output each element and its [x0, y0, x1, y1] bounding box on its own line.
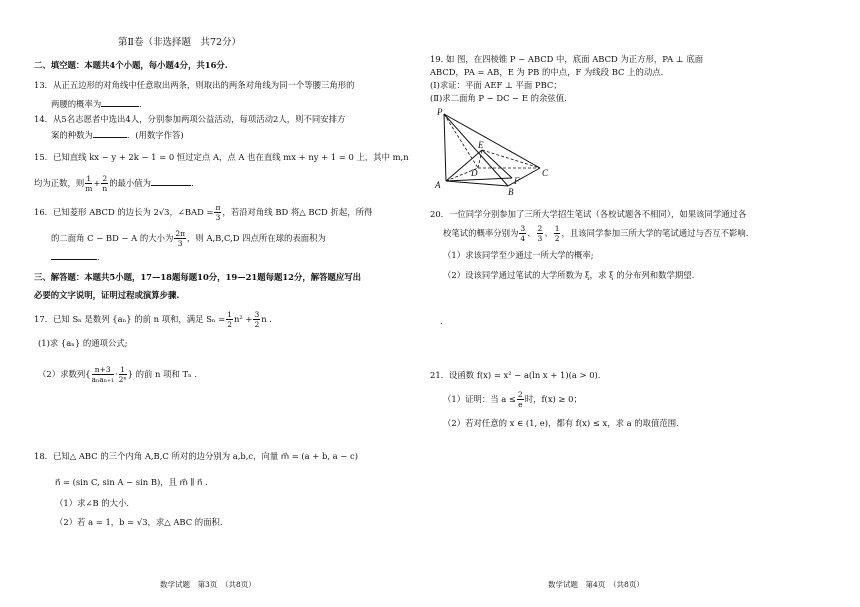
question-13-line-2: 两腰的概率为 . [51, 99, 142, 109]
label-E: E [478, 140, 484, 150]
question-20-text: 校笔试的概率分别为 [443, 228, 519, 238]
question-15-line-2: 均为正数，则 $\frac{1}{m}$ + $\frac{2}{n}$ 的最小值为 . [34, 174, 194, 193]
question-16-text-3: 的二面角 C − BD − A 的大小为 [51, 233, 174, 243]
question-18-line-1: 18．已知△ ABC 的三个内角 A,B,C 所对的边分别为 a,b,c，向量 m⃗ = (a + b, a − c) [34, 451, 358, 461]
plus-sign: + [93, 178, 101, 188]
separator-1: 、 [527, 228, 536, 238]
question-17-part-2-text-2: } 的前 n 项和 Tₙ . [127, 369, 198, 379]
label-F: F [514, 176, 520, 186]
question-19-line-1: 19. 如 图，在四棱锥 P − ABCD 中，底面 ABCD 为正方形，PA ⊥ 底面 [430, 54, 704, 64]
question-19-line-2: ABCD，PA = AB，E 为 PB 的中点，F 为线段 BC 上的动点. [430, 67, 664, 77]
fraction-one-half: $\frac{1}{2}$ [227, 310, 233, 329]
question-17-stem [34, 308, 272, 330]
question-13-text: 两腰的概率为 [51, 99, 102, 109]
stray-dot: . [440, 316, 443, 326]
question-20-line-1: 20．一位同学分别参加了三所大学招生笔试（各校试题各不相同），如果该同学通过各 [430, 209, 747, 219]
edge-BC [508, 168, 540, 186]
page-footer-right: 数学试题 第4页 （共8页） [548, 580, 644, 589]
page-footer-left: 数学试题 第3页 （共8页） [160, 580, 256, 589]
question-21-part-2: （2）若对任意的 x ∈ (1, e)，都有 f(x) ≤ x，求 a 的取值范围. [443, 418, 679, 428]
fill-in-section-header: 二、填空题：本题共4个小题，每小题4分，共16分. [34, 60, 228, 70]
question-16-text-4: ，则 A,B,C,D 四点所在球的表面积为 [187, 233, 326, 243]
question-16-text-2: ，若沿对角线 BD 将△ BCD 折起，所得 [222, 207, 373, 217]
question-17-part-2-text: （2）求数列{ [38, 369, 91, 379]
fraction-1-over-m: $\frac{1}{m}$ [85, 174, 93, 193]
question-16-line-1 [34, 201, 372, 223]
question-14-note: ．(用数字作答) [126, 130, 184, 140]
question-16-text: 16．已知菱形 ABCD 的边长为 2√3，∠BAD = [34, 207, 214, 217]
question-21-stem: 21．设函数 f(x) = x² − a(ln x + 1)(a > 0). [430, 370, 601, 380]
question-21-part-1 [443, 388, 582, 410]
question-20-part-1: （1）求该同学至少通过一所大学的概率; [443, 250, 594, 260]
fraction-2-3: $\frac{2}{3}$ [537, 224, 543, 243]
question-17-part-2 [38, 362, 197, 386]
question-18-part-1: （1）求∠B 的大小. [55, 498, 130, 508]
answer-blank-15 [151, 185, 191, 186]
question-16-line-3: . [51, 252, 100, 263]
question-19-part-2: (Ⅱ)求二面角 P − DC − E 的余弦值. [430, 93, 567, 103]
label-D: D [471, 168, 478, 178]
question-13-line-1: 13．从正五边形的对角线中任意取出两条，则取出的两条对角线为同一个等腰三角形的 [34, 80, 355, 90]
pyramid-figure [432, 106, 554, 196]
question-18-part-2: （2）若 a = 1，b = √3，求△ ABC 的面积. [55, 517, 223, 527]
label-C: C [542, 168, 549, 178]
question-15-text-2: 的最小值为 [109, 178, 152, 188]
question-20-part-2: （2）设该同学通过笔试的大学所数为 ξ，求 ξ 的分布列和数学期望. [443, 270, 695, 280]
fraction-n-plus-3: $\frac{n+3}{\text{aₙaₙ₊₁}}$ [91, 365, 114, 384]
fraction-3-4: $\frac{3}{4}$ [520, 224, 526, 243]
separator-2: 、 [544, 228, 553, 238]
question-17-text-3: n . [261, 314, 272, 324]
edge-PA [444, 114, 446, 181]
question-16-line-2 [51, 227, 326, 249]
label-A: A [435, 180, 441, 190]
label-P: P [437, 107, 443, 117]
edge-AB [446, 181, 508, 186]
fraction-one-over-2n: $\frac{1}{\text{2ⁿ}}$ [118, 365, 127, 384]
question-17-text: 17．已知 Sₙ 是数列 {aₙ} 的前 n 项和，满足 Sₙ = [34, 314, 226, 324]
question-14-line-2 [51, 130, 184, 141]
question-21-part-1-text: （1）证明：当 a ≤ [443, 394, 516, 404]
edge-EC-hidden [482, 150, 540, 168]
fraction-2pi-over-3: $\frac{2\pi}{3}$ [175, 229, 186, 248]
fraction-pi-over-3: $\frac{\pi}{3}$ [215, 203, 221, 222]
fraction-1-2: $\frac{1}{2}$ [554, 224, 560, 243]
question-15-text: 均为正数，则 [34, 178, 85, 188]
question-19-part-1: (Ⅰ)求证：平面 AEF ⊥ 平面 PBC； [430, 80, 562, 90]
solve-section-header: 三、解答题：本题共5小题，17—18题每题10分，19—21题每题12分，解答题应写出 [34, 272, 362, 282]
edge-PD-hidden [444, 114, 478, 168]
fraction-2-over-n: $\frac{2}{n}$ [102, 174, 108, 193]
solve-section-header-2: 必要的文字说明，证明过程或演算步骤. [34, 290, 180, 300]
answer-blank-13 [101, 106, 139, 107]
part-title: 第Ⅱ卷（非选择题 共72分） [118, 37, 242, 48]
answer-blank-14 [93, 137, 127, 138]
question-21-part-1-text-2: 时，f(x) ≥ 0； [524, 394, 582, 404]
question-20-line-2 [443, 222, 748, 244]
question-20-text-2: ，且该同学参加三所大学的笔试通过与否互不影响. [561, 228, 749, 238]
question-14-line-1: 14．从5名志愿者中选出4人，分别参加两项公益活动，每项活动2人，则不同安排方 [34, 114, 346, 124]
answer-blank-16 [51, 259, 97, 260]
question-15-line-1: 15．已知直线 kx − y + 2k − 1 = 0 恒过定点 A，点 A 也在直线 mx + ny + 1 = 0 上，其中 m,n [34, 152, 409, 162]
question-17-part-1: (1)求 {aₙ} 的通项公式; [38, 338, 128, 348]
fraction-2-over-e: $\frac{2}{e}$ [517, 390, 523, 409]
question-17-text-2: n² + [234, 314, 253, 324]
label-B: B [508, 187, 514, 196]
dot-operator: · [114, 369, 118, 379]
question-14-text: 案的种数为 [51, 130, 93, 140]
fraction-three-halves: $\frac{3}{2}$ [254, 310, 260, 329]
question-18-line-2: n⃗ = (sin C, sin A − sin B)，且 m⃗ ∥ n⃗ . [55, 477, 208, 487]
